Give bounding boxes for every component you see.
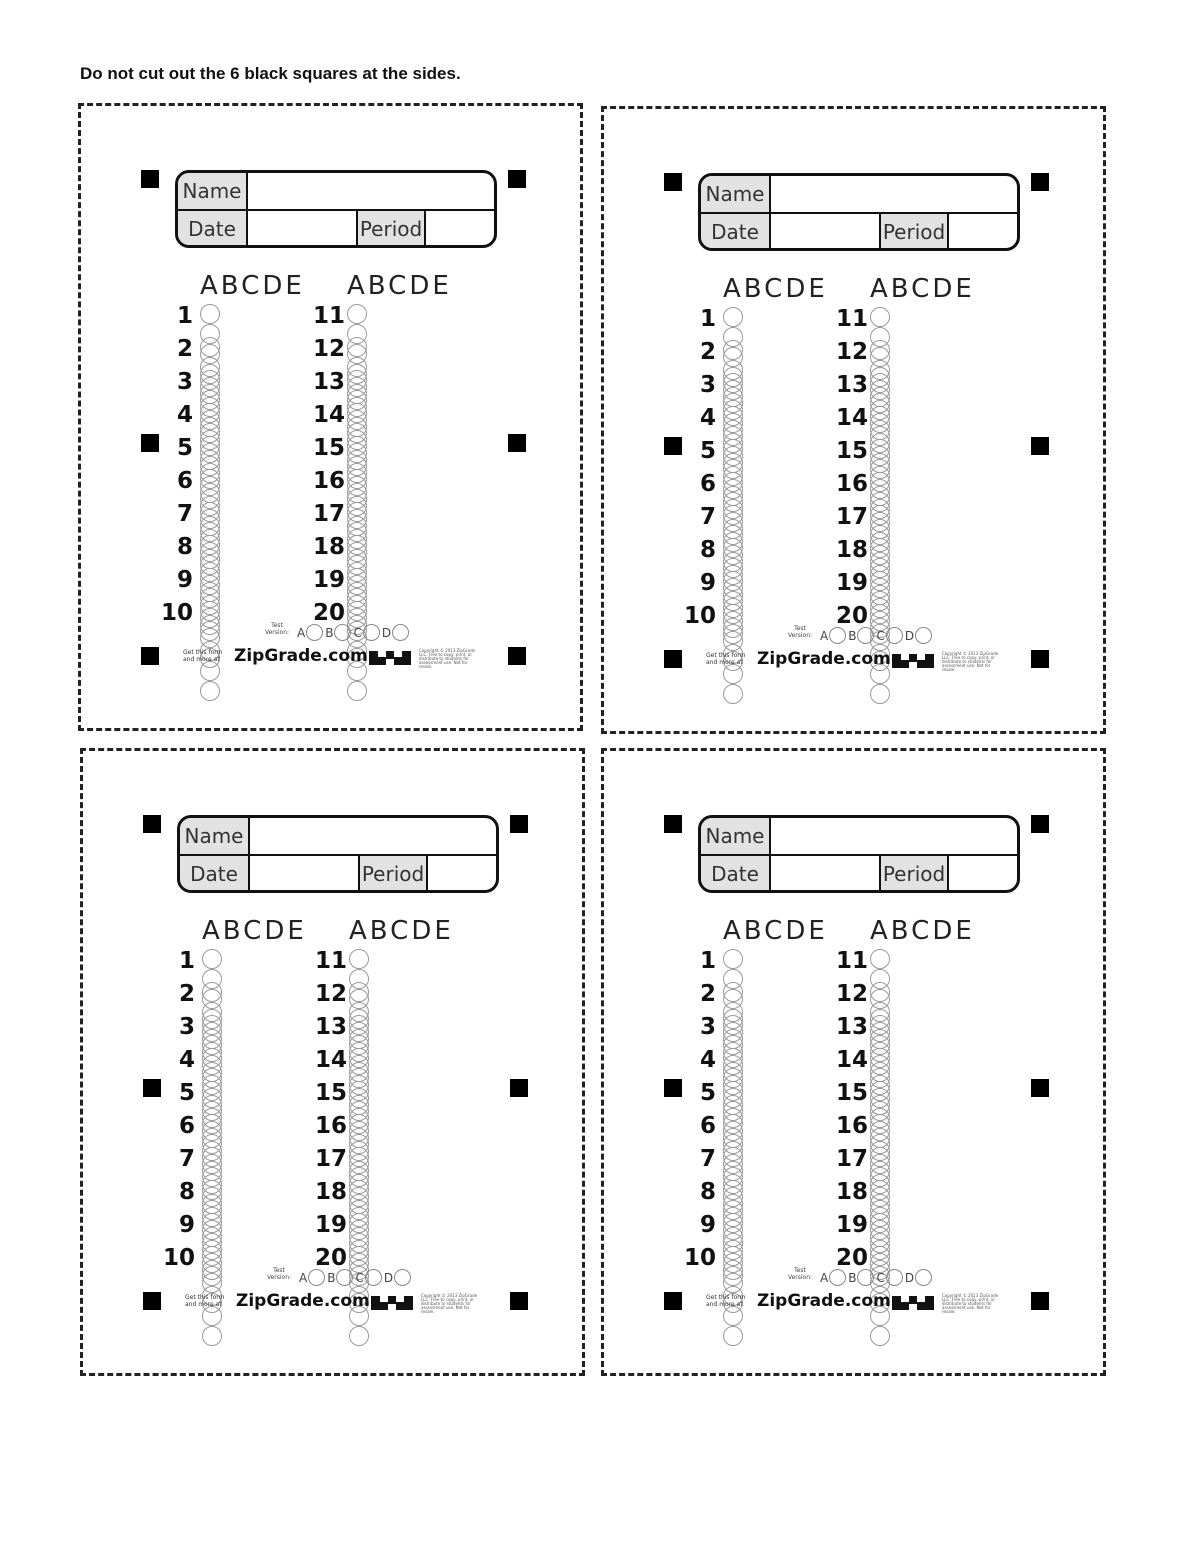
version-bubble[interactable]: [334, 624, 351, 641]
version-option-label: C: [353, 625, 362, 640]
question-number: 12: [314, 981, 347, 1007]
answer-bubble[interactable]: [202, 1213, 222, 1233]
answer-bubble[interactable]: [723, 684, 743, 704]
answer-bubble[interactable]: [870, 1213, 890, 1233]
question-number: 2: [699, 981, 716, 1007]
question-number: 19: [314, 1212, 347, 1238]
version-bubble[interactable]: [394, 1269, 411, 1286]
version-option-label: C: [876, 1270, 885, 1285]
question-number: 12: [835, 339, 868, 365]
question-number: 13: [835, 1014, 868, 1040]
answer-bubble[interactable]: [200, 469, 220, 489]
answer-sheet-cell: [601, 748, 1106, 1376]
answer-bubble[interactable]: [870, 949, 890, 969]
version-options: [820, 1267, 934, 1286]
answer-bubble[interactable]: [200, 502, 220, 522]
answer-bubble[interactable]: [347, 337, 367, 357]
name-row: [178, 173, 494, 211]
answer-bubble[interactable]: [200, 403, 220, 423]
question-number: 11: [835, 948, 868, 974]
name-row: [180, 818, 496, 856]
answer-bubble[interactable]: [723, 1147, 743, 1167]
question-number: 6: [699, 1113, 716, 1139]
sheet-footer: [185, 1291, 485, 1315]
period-label: Period: [879, 856, 949, 892]
alignment-square: [664, 173, 682, 191]
brand-logo-icon: [892, 1294, 936, 1310]
answer-bubble[interactable]: [200, 370, 220, 390]
answer-bubble[interactable]: [723, 340, 743, 360]
name-label: Name: [180, 818, 250, 854]
question-number: 16: [314, 1113, 347, 1139]
answer-bubble[interactable]: [870, 684, 890, 704]
version-bubble[interactable]: [365, 1269, 382, 1286]
question-number: 9: [176, 567, 193, 593]
copyright-text: Copyright © 2013 ZipGrade LLC. Free to copy, print, or distribute to students for assessment use. Not for resale.: [942, 1293, 999, 1314]
version-options: [820, 625, 934, 644]
question-number: 14: [314, 1047, 347, 1073]
answer-bubble[interactable]: [347, 370, 367, 390]
question-number: 15: [314, 1080, 347, 1106]
alignment-square: [510, 1079, 528, 1097]
question-number: 14: [835, 405, 868, 431]
answer-bubble[interactable]: [723, 1246, 743, 1266]
answer-bubble[interactable]: [347, 568, 367, 588]
student-info-box: [698, 815, 1020, 893]
question-number: 5: [699, 438, 716, 464]
version-label: Test Version:: [266, 1267, 292, 1281]
answer-bubble[interactable]: [349, 1213, 369, 1233]
answer-bubble[interactable]: [202, 1147, 222, 1167]
answer-bubble[interactable]: [202, 1048, 222, 1068]
answer-bubble[interactable]: [870, 340, 890, 360]
answer-bubble[interactable]: [202, 1081, 222, 1101]
answer-bubble[interactable]: [723, 982, 743, 1002]
question-number: 7: [699, 504, 716, 530]
answer-bubble[interactable]: [870, 472, 890, 492]
answer-bubble[interactable]: [723, 624, 743, 644]
answer-bubble[interactable]: [870, 1147, 890, 1167]
answer-sheet: [143, 811, 533, 1314]
question-number: 18: [835, 1179, 868, 1205]
question-number: 9: [699, 570, 716, 596]
question-number: 13: [314, 1014, 347, 1040]
question-number: 14: [835, 1047, 868, 1073]
version-option-label: B: [848, 628, 857, 643]
question-number: 1: [176, 303, 193, 329]
question-number: 12: [312, 336, 345, 362]
footer-small-text: Get this form and more at: [185, 1294, 225, 1308]
answer-bubble[interactable]: [723, 505, 743, 525]
period-label: Period: [356, 211, 426, 247]
answer-bubble[interactable]: [723, 307, 743, 327]
question-number: 1: [178, 948, 195, 974]
answer-bubble[interactable]: [723, 604, 743, 624]
answer-bubble[interactable]: [723, 1048, 743, 1068]
answer-bubble[interactable]: [202, 1015, 222, 1035]
answer-bubble[interactable]: [870, 406, 890, 426]
question-number: 10: [160, 600, 193, 626]
question-number: 20: [314, 1245, 347, 1271]
question-number: 2: [699, 339, 716, 365]
answer-bubble[interactable]: [349, 1180, 369, 1200]
answer-bubble[interactable]: [870, 1326, 890, 1346]
alignment-square: [510, 1292, 528, 1310]
answer-bubble[interactable]: [349, 1015, 369, 1035]
answer-bubble[interactable]: [202, 1180, 222, 1200]
student-info-box: [177, 815, 499, 893]
version-bubble[interactable]: [915, 1269, 932, 1286]
answer-bubble[interactable]: [202, 982, 222, 1002]
version-bubble[interactable]: [829, 627, 846, 644]
alignment-square: [143, 815, 161, 833]
question-number: 8: [699, 1179, 716, 1205]
answer-bubble[interactable]: [870, 1246, 890, 1266]
question-number: 14: [312, 402, 345, 428]
answer-bubble[interactable]: [870, 1048, 890, 1068]
period-label: Period: [879, 214, 949, 250]
version-option-label: A: [820, 628, 829, 643]
version-option-label: B: [848, 1270, 857, 1285]
question-number: 18: [312, 534, 345, 560]
answer-bubble[interactable]: [347, 535, 367, 555]
version-bubble[interactable]: [857, 1269, 874, 1286]
answer-bubble[interactable]: [723, 1326, 743, 1346]
brand-name: ZipGrade.com: [757, 1291, 891, 1311]
answer-sheet-cell: [601, 106, 1106, 734]
answer-bubble[interactable]: [723, 1081, 743, 1101]
answer-bubble[interactable]: [349, 1114, 369, 1134]
question-number: 11: [312, 303, 345, 329]
question-number: 17: [835, 1146, 868, 1172]
question-number: 10: [683, 603, 716, 629]
answer-bubble[interactable]: [200, 681, 220, 701]
question-number: 19: [835, 1212, 868, 1238]
answer-bubble[interactable]: [723, 571, 743, 591]
version-label: Test Version:: [264, 622, 290, 636]
answer-bubble[interactable]: [200, 601, 220, 621]
date-label: Date: [178, 211, 248, 247]
name-label: Name: [178, 173, 248, 209]
date-period-row: [701, 856, 1017, 892]
question-number: 18: [835, 537, 868, 563]
version-option-label: A: [297, 625, 306, 640]
brand-logo-icon: [892, 652, 936, 668]
answer-bubble[interactable]: [723, 472, 743, 492]
answer-bubble[interactable]: [349, 949, 369, 969]
version-bubble[interactable]: [886, 627, 903, 644]
answer-bubble[interactable]: [202, 1266, 222, 1286]
answer-bubble[interactable]: [723, 1015, 743, 1035]
version-option-label: C: [355, 1270, 364, 1285]
answer-bubble[interactable]: [200, 535, 220, 555]
alignment-square: [141, 647, 159, 665]
question-number: 6: [176, 468, 193, 494]
answer-bubble[interactable]: [870, 538, 890, 558]
question-number: 4: [699, 1047, 716, 1073]
version-option-label: B: [325, 625, 334, 640]
name-label: Name: [701, 818, 771, 854]
answer-bubble[interactable]: [870, 1015, 890, 1035]
answer-bubble[interactable]: [200, 304, 220, 324]
alignment-square: [664, 650, 682, 668]
question-number: 19: [312, 567, 345, 593]
choice-letters-header: ABCDE: [723, 916, 828, 946]
question-number: 5: [178, 1080, 195, 1106]
question-number: 20: [835, 1245, 868, 1271]
question-number: 10: [162, 1245, 195, 1271]
sheet-footer: [706, 649, 1006, 673]
answer-bubble[interactable]: [349, 1147, 369, 1167]
alignment-square: [1031, 815, 1049, 833]
alignment-square: [1031, 650, 1049, 668]
version-bubble[interactable]: [392, 624, 409, 641]
answer-bubble[interactable]: [723, 949, 743, 969]
version-option-label: D: [381, 625, 392, 640]
date-period-row: [178, 211, 494, 247]
copyright-text: Copyright © 2013 ZipGrade LLC. Free to copy, print, or distribute to students for assessment use. Not for resale.: [942, 651, 999, 672]
answer-sheet: [664, 169, 1054, 672]
question-number: 10: [683, 1245, 716, 1271]
question-number: 16: [835, 1113, 868, 1139]
version-option-label: D: [904, 628, 915, 643]
question-number: 5: [176, 435, 193, 461]
choice-letters-header: ABCDE: [870, 274, 975, 304]
answer-bubble[interactable]: [870, 439, 890, 459]
question-number: 7: [699, 1146, 716, 1172]
question-number: 16: [835, 471, 868, 497]
answer-bubble[interactable]: [347, 502, 367, 522]
question-number: 4: [178, 1047, 195, 1073]
answer-bubble[interactable]: [723, 538, 743, 558]
version-bubble[interactable]: [915, 627, 932, 644]
question-number: 19: [835, 570, 868, 596]
answer-bubble[interactable]: [349, 1048, 369, 1068]
answer-bubble[interactable]: [723, 1114, 743, 1134]
answer-bubble[interactable]: [870, 604, 890, 624]
alignment-square: [1031, 1079, 1049, 1097]
answer-bubble[interactable]: [349, 1081, 369, 1101]
answer-bubble[interactable]: [870, 571, 890, 591]
question-number: 6: [699, 471, 716, 497]
question-number: 18: [314, 1179, 347, 1205]
choice-letters-header: ABCDE: [723, 274, 828, 304]
alignment-square: [508, 434, 526, 452]
sheet-footer: [706, 1291, 1006, 1315]
copyright-text: Copyright © 2013 ZipGrade LLC. Free to copy, print, or distribute to students for assessment use. Not for resale.: [419, 648, 476, 669]
question-number: 1: [699, 948, 716, 974]
choice-letters-header: ABCDE: [347, 271, 452, 301]
alignment-square: [141, 170, 159, 188]
alignment-square: [1031, 1292, 1049, 1310]
sheet-footer: [183, 646, 483, 670]
answer-bubble[interactable]: [347, 403, 367, 423]
question-number: 16: [312, 468, 345, 494]
version-bubble[interactable]: [886, 1269, 903, 1286]
alignment-square: [143, 1292, 161, 1310]
question-number: 9: [178, 1212, 195, 1238]
answer-bubble[interactable]: [723, 1266, 743, 1286]
brand-name: ZipGrade.com: [236, 1291, 370, 1311]
answer-bubble[interactable]: [870, 1180, 890, 1200]
brand-logo-icon: [371, 1294, 415, 1310]
question-number: 11: [314, 948, 347, 974]
answer-bubble[interactable]: [870, 373, 890, 393]
answer-sheet: [664, 811, 1054, 1314]
version-bubble[interactable]: [857, 627, 874, 644]
version-options: [299, 1267, 413, 1286]
name-row: [701, 176, 1017, 214]
brand-logo-icon: [369, 649, 413, 665]
version-label: Test Version:: [787, 625, 813, 639]
brand-name: ZipGrade.com: [234, 646, 368, 666]
question-number: 3: [699, 372, 716, 398]
answer-bubble[interactable]: [202, 1114, 222, 1134]
answer-bubble[interactable]: [347, 436, 367, 456]
answer-bubble[interactable]: [723, 439, 743, 459]
answer-sheet: [141, 166, 531, 669]
alignment-square: [510, 815, 528, 833]
question-number: 17: [312, 501, 345, 527]
alignment-square: [508, 647, 526, 665]
question-number: 17: [835, 504, 868, 530]
answer-bubble[interactable]: [870, 505, 890, 525]
question-number: 3: [176, 369, 193, 395]
answer-bubble[interactable]: [723, 406, 743, 426]
question-number: 13: [312, 369, 345, 395]
version-option-label: C: [876, 628, 885, 643]
date-period-row: [701, 214, 1017, 250]
question-number: 17: [314, 1146, 347, 1172]
question-number: 15: [835, 1080, 868, 1106]
answer-bubble[interactable]: [723, 1213, 743, 1233]
choice-letters-header: ABCDE: [202, 916, 307, 946]
question-number: 15: [312, 435, 345, 461]
instruction-text: Do not cut out the 6 black squares at the sides.: [80, 64, 461, 83]
question-number: 9: [699, 1212, 716, 1238]
question-number: 11: [835, 306, 868, 332]
question-number: 8: [699, 537, 716, 563]
copyright-text: Copyright © 2013 ZipGrade LLC. Free to copy, print, or distribute to students for assessment use. Not for resale.: [421, 1293, 478, 1314]
question-number: 3: [178, 1014, 195, 1040]
question-number: 7: [176, 501, 193, 527]
answer-bubble[interactable]: [723, 1180, 743, 1200]
version-bubble[interactable]: [363, 624, 380, 641]
answer-bubble[interactable]: [723, 373, 743, 393]
brand-name: ZipGrade.com: [757, 649, 891, 669]
answer-bubble[interactable]: [202, 1326, 222, 1346]
answer-bubble[interactable]: [202, 1246, 222, 1266]
choice-letters-header: ABCDE: [870, 916, 975, 946]
answer-bubble[interactable]: [870, 307, 890, 327]
alignment-square: [1031, 437, 1049, 455]
question-number: 3: [699, 1014, 716, 1040]
alignment-square: [508, 170, 526, 188]
version-option-label: A: [299, 1270, 308, 1285]
answer-sheet-cell: [80, 748, 585, 1376]
version-options: [297, 622, 411, 641]
answer-bubble[interactable]: [349, 1326, 369, 1346]
date-label: Date: [701, 856, 771, 892]
choice-letters-header: ABCDE: [200, 271, 305, 301]
student-info-box: [698, 173, 1020, 251]
name-row: [701, 818, 1017, 856]
alignment-square: [1031, 173, 1049, 191]
answer-bubble[interactable]: [347, 601, 367, 621]
version-bubble[interactable]: [306, 624, 323, 641]
answer-bubble[interactable]: [349, 982, 369, 1002]
version-bubble[interactable]: [829, 1269, 846, 1286]
footer-small-text: Get this form and more at: [183, 649, 223, 663]
answer-bubble[interactable]: [347, 304, 367, 324]
footer-small-text: Get this form and more at: [706, 652, 746, 666]
question-number: 8: [176, 534, 193, 560]
question-number: 2: [176, 336, 193, 362]
answer-bubble[interactable]: [870, 1081, 890, 1101]
version-option-label: D: [383, 1270, 394, 1285]
version-label: Test Version:: [787, 1267, 813, 1281]
date-label: Date: [701, 214, 771, 250]
question-number: 5: [699, 1080, 716, 1106]
question-number: 20: [835, 603, 868, 629]
answer-bubble[interactable]: [200, 337, 220, 357]
version-option-label: A: [820, 1270, 829, 1285]
version-option-label: D: [904, 1270, 915, 1285]
question-number: 6: [178, 1113, 195, 1139]
date-label: Date: [180, 856, 250, 892]
answer-bubble[interactable]: [200, 621, 220, 641]
question-number: 13: [835, 372, 868, 398]
choice-letters-header: ABCDE: [349, 916, 454, 946]
date-period-row: [180, 856, 496, 892]
alignment-square: [664, 1292, 682, 1310]
answer-bubble[interactable]: [200, 568, 220, 588]
answer-bubble[interactable]: [349, 1246, 369, 1266]
question-number: 4: [699, 405, 716, 431]
question-number: 8: [178, 1179, 195, 1205]
version-bubble[interactable]: [308, 1269, 325, 1286]
question-number: 1: [699, 306, 716, 332]
answer-bubble[interactable]: [870, 1114, 890, 1134]
answer-sheet-cell: [78, 103, 583, 731]
answer-bubble[interactable]: [870, 982, 890, 1002]
name-label: Name: [701, 176, 771, 212]
question-number: 20: [312, 600, 345, 626]
period-label: Period: [358, 856, 428, 892]
question-number: 12: [835, 981, 868, 1007]
alignment-square: [664, 815, 682, 833]
question-number: 7: [178, 1146, 195, 1172]
answer-bubble[interactable]: [347, 469, 367, 489]
version-bubble[interactable]: [336, 1269, 353, 1286]
question-number: 15: [835, 438, 868, 464]
answer-bubble[interactable]: [200, 436, 220, 456]
footer-small-text: Get this form and more at: [706, 1294, 746, 1308]
version-option-label: B: [327, 1270, 336, 1285]
answer-bubble[interactable]: [202, 949, 222, 969]
question-number: 2: [178, 981, 195, 1007]
question-number: 4: [176, 402, 193, 428]
student-info-box: [175, 170, 497, 248]
answer-bubble[interactable]: [347, 681, 367, 701]
